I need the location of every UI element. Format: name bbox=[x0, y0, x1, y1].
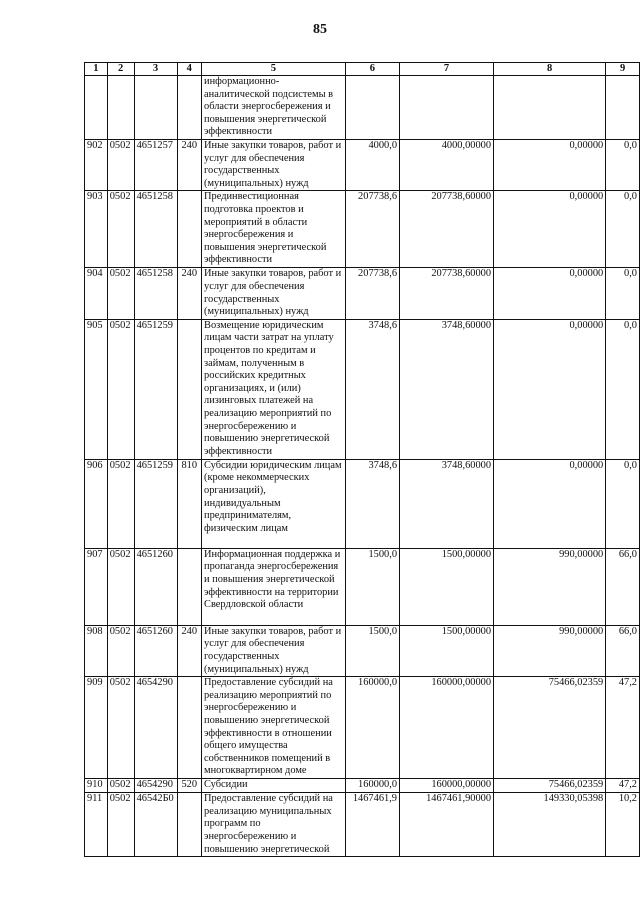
target-article-cell: 4651259 bbox=[134, 459, 177, 548]
expense-type-cell: 520 bbox=[177, 779, 202, 793]
approved-amount-cell: 3748,60000 bbox=[400, 319, 494, 459]
expense-type-cell bbox=[177, 793, 202, 857]
header-cell: 7 bbox=[400, 63, 494, 76]
table-body bbox=[85, 76, 640, 857]
executed-amount-cell: 0,00000 bbox=[494, 319, 606, 459]
planned-amount-cell: 1467461,9 bbox=[345, 793, 399, 857]
target-article-cell: 4654290 bbox=[134, 779, 177, 793]
header-cell: 5 bbox=[202, 63, 346, 76]
description-cell: Субсидии юридическим лицам (кроме некоммерческих организаций), индивидуальным предпринимателям, физическим лицам bbox=[202, 459, 346, 548]
table-row bbox=[85, 268, 640, 319]
section-code-cell: 0502 bbox=[107, 319, 134, 459]
table-row bbox=[85, 779, 640, 793]
planned-amount-cell: 160000,0 bbox=[345, 677, 399, 779]
executed-amount-cell: 990,00000 bbox=[494, 625, 606, 676]
expense-type-cell bbox=[177, 76, 202, 140]
section-code-cell: 0502 bbox=[107, 459, 134, 548]
section-code-cell bbox=[107, 76, 134, 140]
target-article-cell: 4651260 bbox=[134, 548, 177, 625]
execution-percent-cell: 66,0 bbox=[606, 625, 640, 676]
header-cell: 1 bbox=[85, 63, 108, 76]
description-cell: Прединвестиционная подготовка проектов и мероприятий в области энергосбережения и повышения энергетической эффективности bbox=[202, 191, 346, 268]
section-code-cell: 0502 bbox=[107, 268, 134, 319]
target-article-cell bbox=[134, 76, 177, 140]
execution-percent-cell: 10,2 bbox=[606, 793, 640, 857]
expense-type-cell: 240 bbox=[177, 625, 202, 676]
page-number: 85 bbox=[313, 22, 327, 37]
target-article-cell: 4651257 bbox=[134, 140, 177, 191]
section-code-cell: 0502 bbox=[107, 625, 134, 676]
description-cell: Предоставление субсидий на реализацию муниципальных программ по энергосбережению и повышению энергетической bbox=[202, 793, 346, 857]
approved-amount-cell: 3748,60000 bbox=[400, 459, 494, 548]
execution-percent-cell: 47,2 bbox=[606, 677, 640, 779]
executed-amount-cell: 149330,05398 bbox=[494, 793, 606, 857]
execution-percent-cell: 0,0 bbox=[606, 459, 640, 548]
planned-amount-cell: 4000,0 bbox=[345, 140, 399, 191]
planned-amount-cell: 207738,6 bbox=[345, 268, 399, 319]
expense-type-cell: 240 bbox=[177, 140, 202, 191]
row-number-cell: 904 bbox=[85, 268, 108, 319]
planned-amount-cell: 1500,0 bbox=[345, 548, 399, 625]
expense-type-cell bbox=[177, 548, 202, 625]
approved-amount-cell: 160000,00000 bbox=[400, 677, 494, 779]
approved-amount-cell: 207738,60000 bbox=[400, 268, 494, 319]
execution-percent-cell: 66,0 bbox=[606, 548, 640, 625]
approved-amount-cell bbox=[400, 76, 494, 140]
row-number-cell: 907 bbox=[85, 548, 108, 625]
target-article-cell: 4651258 bbox=[134, 268, 177, 319]
expense-type-cell bbox=[177, 191, 202, 268]
target-article-cell: 4651258 bbox=[134, 191, 177, 268]
section-code-cell: 0502 bbox=[107, 677, 134, 779]
table-row bbox=[85, 140, 640, 191]
executed-amount-cell: 0,00000 bbox=[494, 191, 606, 268]
target-article-cell: 4651259 bbox=[134, 319, 177, 459]
row-number-cell bbox=[85, 76, 108, 140]
header-cell: 2 bbox=[107, 63, 134, 76]
table-row bbox=[85, 677, 640, 779]
description-cell: Субсидии bbox=[202, 779, 346, 793]
header-cell: 4 bbox=[177, 63, 202, 76]
row-number-cell: 902 bbox=[85, 140, 108, 191]
header-cell: 6 bbox=[345, 63, 399, 76]
table-row bbox=[85, 319, 640, 459]
executed-amount-cell: 75466,02359 bbox=[494, 779, 606, 793]
section-code-cell: 0502 bbox=[107, 191, 134, 268]
expense-type-cell: 240 bbox=[177, 268, 202, 319]
execution-percent-cell: 0,0 bbox=[606, 268, 640, 319]
description-cell: Иные закупки товаров, работ и услуг для обеспечения государственных (муниципальных) нужд bbox=[202, 268, 346, 319]
planned-amount-cell: 3748,6 bbox=[345, 319, 399, 459]
executed-amount-cell: 990,00000 bbox=[494, 548, 606, 625]
execution-percent-cell: 0,0 bbox=[606, 319, 640, 459]
target-article-cell: 4654290 bbox=[134, 677, 177, 779]
executed-amount-cell: 0,00000 bbox=[494, 459, 606, 548]
description-cell: Возмещение юридическим лицам части затрат на уплату процентов по кредитам и займам, полученным в российских кредитных организациях, и (или) лизинговых платежей на реализацию мероприятий по энергосбережению и повышению энергетической эффективности bbox=[202, 319, 346, 459]
approved-amount-cell: 1500,00000 bbox=[400, 625, 494, 676]
planned-amount-cell bbox=[345, 76, 399, 140]
expense-type-cell: 810 bbox=[177, 459, 202, 548]
approved-amount-cell: 1467461,90000 bbox=[400, 793, 494, 857]
planned-amount-cell: 3748,6 bbox=[345, 459, 399, 548]
planned-amount-cell: 1500,0 bbox=[345, 625, 399, 676]
execution-percent-cell: 0,0 bbox=[606, 140, 640, 191]
description-cell: Иные закупки товаров, работ и услуг для обеспечения государственных (муниципальных) нужд bbox=[202, 625, 346, 676]
execution-percent-cell: 47,2 bbox=[606, 779, 640, 793]
table-row bbox=[85, 625, 640, 676]
row-number-cell: 903 bbox=[85, 191, 108, 268]
section-code-cell: 0502 bbox=[107, 140, 134, 191]
execution-percent-cell: 0,0 bbox=[606, 191, 640, 268]
section-code-cell: 0502 bbox=[107, 548, 134, 625]
row-number-cell: 906 bbox=[85, 459, 108, 548]
approved-amount-cell: 1500,00000 bbox=[400, 548, 494, 625]
header-cell: 9 bbox=[606, 63, 640, 76]
header-row bbox=[85, 63, 640, 76]
budget-table bbox=[84, 62, 640, 857]
row-number-cell: 910 bbox=[85, 779, 108, 793]
description-cell: информационно-аналитической подсистемы в области энергосбережения и повышения энергетической эффективности bbox=[202, 76, 346, 140]
table-row bbox=[85, 548, 640, 625]
approved-amount-cell: 160000,00000 bbox=[400, 779, 494, 793]
table-row bbox=[85, 76, 640, 140]
row-number-cell: 911 bbox=[85, 793, 108, 857]
row-number-cell: 909 bbox=[85, 677, 108, 779]
execution-percent-cell bbox=[606, 76, 640, 140]
table-row bbox=[85, 191, 640, 268]
row-number-cell: 908 bbox=[85, 625, 108, 676]
executed-amount-cell bbox=[494, 76, 606, 140]
table-row bbox=[85, 793, 640, 857]
target-article-cell: 46542Б0 bbox=[134, 793, 177, 857]
section-code-cell: 0502 bbox=[107, 793, 134, 857]
description-cell: Иные закупки товаров, работ и услуг для обеспечения государственных (муниципальных) нужд bbox=[202, 140, 346, 191]
expense-type-cell bbox=[177, 319, 202, 459]
expense-type-cell bbox=[177, 677, 202, 779]
planned-amount-cell: 160000,0 bbox=[345, 779, 399, 793]
row-number-cell: 905 bbox=[85, 319, 108, 459]
target-article-cell: 4651260 bbox=[134, 625, 177, 676]
executed-amount-cell: 0,00000 bbox=[494, 140, 606, 191]
approved-amount-cell: 4000,00000 bbox=[400, 140, 494, 191]
table-row bbox=[85, 459, 640, 548]
executed-amount-cell: 75466,02359 bbox=[494, 677, 606, 779]
description-cell: Предоставление субсидий на реализацию мероприятий по энергосбережению и повышению энергетической эффективности в отношении общего имущества собственников помещений в многоквартирном доме bbox=[202, 677, 346, 779]
section-code-cell: 0502 bbox=[107, 779, 134, 793]
executed-amount-cell: 0,00000 bbox=[494, 268, 606, 319]
description-cell: Информационная поддержка и пропаганда энергосбережения и повышения энергетической эффективности на территории Свердловской области bbox=[202, 548, 346, 625]
approved-amount-cell: 207738,60000 bbox=[400, 191, 494, 268]
header-cell: 3 bbox=[134, 63, 177, 76]
header-cell: 8 bbox=[494, 63, 606, 76]
planned-amount-cell: 207738,6 bbox=[345, 191, 399, 268]
